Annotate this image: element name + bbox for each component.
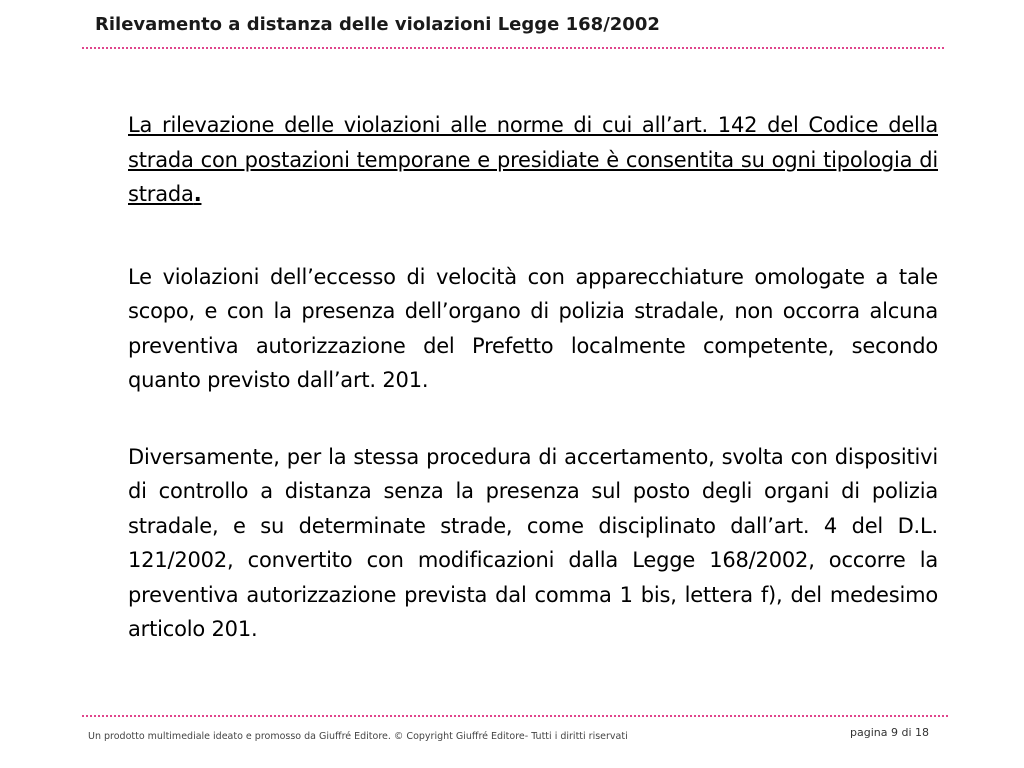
slide-body bbox=[112, 108, 938, 687]
slide-title: Rilevamento a distanza delle violazioni Legge 168/2002 bbox=[95, 14, 660, 35]
paragraph-1 bbox=[112, 108, 938, 212]
footer-credits: Un prodotto multimediale ideato e promosso da Giuffré Editore. © Copyright Giuffré Editore- Tutti i diritti riservati bbox=[88, 731, 628, 742]
paragraph-2: Le violazioni dell’eccesso di velocità con apparecchiature omologate a tale scopo, e con la presenza dell’organo di polizia stradale, non occorra alcuna preventiva autorizzazione del Prefetto localmente competente, secondo quanto previsto dall’art. 201. bbox=[128, 264, 938, 392]
page-number: pagina 9 di 18 bbox=[850, 726, 929, 739]
paragraph-1-text: La rilevazione delle violazioni alle norme di cui all’art. 142 del Codice della strada con postazioni temporane e presidiate è consentita su ogni tipologia di strada bbox=[128, 113, 938, 206]
paragraph-3: Diversamente, per la stessa procedura di accertamento, svolta con dispositivi di controllo a distanza senza la presenza sul posto degli organi di polizia stradale, e su determinate strade, come disciplinato dall’art. 4 del D.L. 121/2002, convertito con modificazioni dalla Legge 168/2002, occorre la preventiva autorizzazione prevista dal comma 1 bis, lettera f), del medesimo articolo 201. bbox=[128, 444, 938, 641]
title-divider bbox=[82, 47, 944, 49]
footer-divider bbox=[82, 715, 948, 717]
paragraph-1-end: . bbox=[193, 182, 202, 206]
